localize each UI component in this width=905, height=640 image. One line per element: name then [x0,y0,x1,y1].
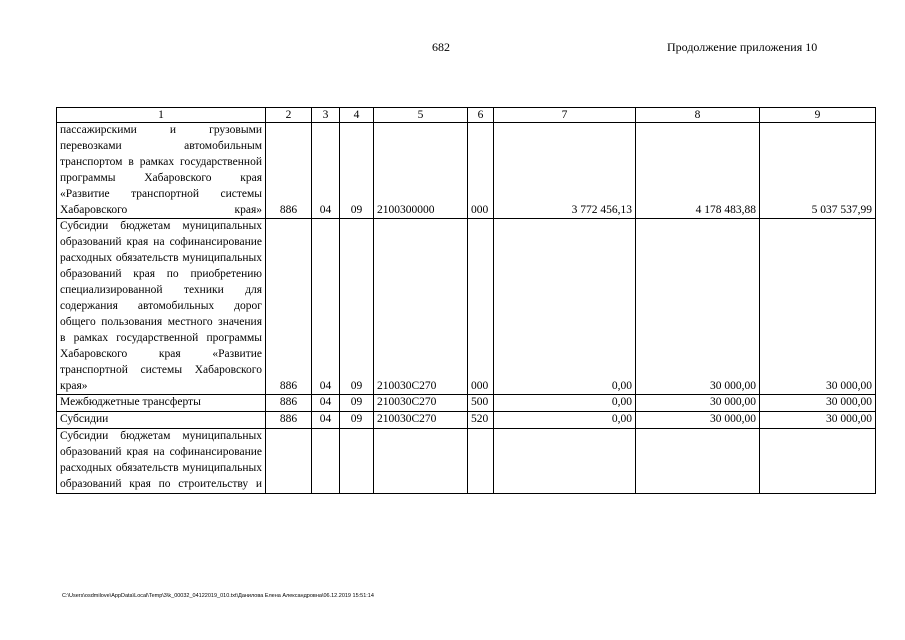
cell-col9 [760,429,876,494]
table-row [57,429,876,494]
cell-col4: 09 [340,395,374,412]
cell-col8: 30 000,00 [636,412,760,429]
table-row [57,219,876,395]
column-header-4: 4 [340,108,374,123]
cell-col8: 30 000,00 [636,395,760,412]
cell-col6 [468,429,494,494]
page-number: 682 [432,40,450,54]
column-header-9: 9 [760,108,876,123]
cell-col7: 0,00 [494,395,636,412]
cell-col5: 210030С270 [374,219,468,395]
column-header-8: 8 [636,108,760,123]
cell-col2: 886 [266,123,312,219]
cell-col6: 000 [468,123,494,219]
cell-col7: 0,00 [494,219,636,395]
cell-col2: 886 [266,219,312,395]
cell-col3 [312,429,340,494]
column-header-3: 3 [312,108,340,123]
cell-col2: 886 [266,395,312,412]
budget-table [56,107,876,494]
cell-col5: 2100300000 [374,123,468,219]
column-header-7: 7 [494,108,636,123]
cell-col3: 04 [312,219,340,395]
cell-col7: 0,00 [494,412,636,429]
column-header-1: 1 [57,108,266,123]
cell-col9: 30 000,00 [760,412,876,429]
column-header-2: 2 [266,108,312,123]
cell-col3: 04 [312,123,340,219]
cell-col4: 09 [340,219,374,395]
cell-col8: 4 178 483,88 [636,123,760,219]
row-description: пассажирскими и грузовыми перевозками автомобильным транспортом в рамках государственной программы Хабаровского края «Развитие транспортной системы Хабаровского края» [57,123,266,219]
cell-col8: 30 000,00 [636,219,760,395]
row-description: Субсидии бюджетам муниципальных образований края на софинансирование расходных обязательств муниципальных образований края по строительству и [57,429,266,494]
cell-col4: 09 [340,123,374,219]
row-description: Межбюджетные трансферты [57,395,266,412]
footer-file-path: C:\Users\osdmilove\AppData\Local\Temp\3\k_00032_04122019_010.txt\Данилова Елена Александровна\06.12.2019 15:51:14 [62,593,374,599]
cell-col2 [266,429,312,494]
cell-col6: 500 [468,395,494,412]
cell-col4: 09 [340,412,374,429]
column-header-6: 6 [468,108,494,123]
table-row [57,123,876,219]
row-description: Субсидии [57,412,266,429]
cell-col8 [636,429,760,494]
column-header-5: 5 [374,108,468,123]
cell-col7 [494,429,636,494]
cell-col4 [340,429,374,494]
cell-col5 [374,429,468,494]
cell-col9: 5 037 537,99 [760,123,876,219]
cell-col5: 210030С270 [374,395,468,412]
table-row [57,412,876,429]
cell-col7: 3 772 456,13 [494,123,636,219]
cell-col6: 520 [468,412,494,429]
cell-col5: 210030С270 [374,412,468,429]
cell-col9: 30 000,00 [760,219,876,395]
cell-col3: 04 [312,412,340,429]
row-description: Субсидии бюджетам муниципальных образований края на софинансирование расходных обязательств муниципальных образований края по приобретению специализированной техники для содержания автомобильных дорог общего пользования местного значения в рамках государственной программы Хабаровского края «Развитие транспортной системы Хабаровского края» [57,219,266,395]
table-row [57,395,876,412]
cell-col9: 30 000,00 [760,395,876,412]
appendix-continuation-title: Продолжение приложения 10 [667,40,818,54]
table-header-row [57,108,876,123]
cell-col2: 886 [266,412,312,429]
cell-col6: 000 [468,219,494,395]
cell-col3: 04 [312,395,340,412]
